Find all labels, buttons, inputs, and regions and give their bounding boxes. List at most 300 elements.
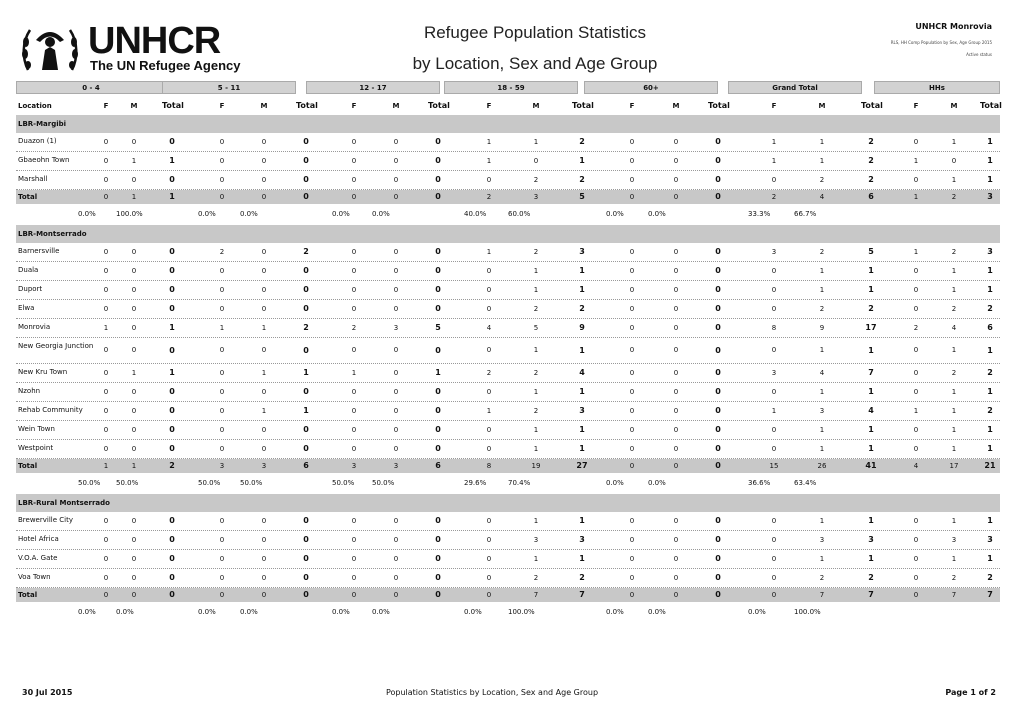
- cell-value: 0: [715, 285, 721, 294]
- cell-value: 2: [987, 573, 993, 582]
- location-name: Brewerville City: [18, 516, 73, 524]
- cell-value: 17: [865, 323, 877, 332]
- percentage-value: 50.0%: [332, 479, 355, 487]
- cell-value: 2: [819, 574, 825, 582]
- percentage-value: 0.0%: [606, 479, 624, 487]
- cell-value: 0: [393, 176, 399, 184]
- cell-value: 1: [987, 156, 993, 165]
- cell-value: 0: [435, 137, 441, 146]
- cell-value: 0: [393, 388, 399, 396]
- cell-value: 0: [533, 157, 539, 165]
- cell-value: 2: [868, 304, 874, 313]
- cell-value: 0: [261, 517, 267, 525]
- percentage-value: 0.0%: [78, 608, 96, 616]
- cell-value: 1: [987, 137, 993, 146]
- cell-value: 0: [261, 346, 267, 354]
- cell-value: 1: [351, 369, 357, 377]
- cell-value: 0: [219, 267, 225, 275]
- cell-value: 2: [579, 304, 585, 313]
- cell-value: 0: [219, 176, 225, 184]
- section-header: [16, 115, 1000, 133]
- cell-value: 0: [261, 176, 267, 184]
- cell-value: 1: [261, 407, 267, 415]
- location-name: Duazon (1): [18, 137, 57, 145]
- col-header: F: [351, 102, 357, 110]
- cell-value: 0: [261, 536, 267, 544]
- cell-value: 2: [951, 248, 957, 256]
- total-value: 0: [435, 192, 441, 201]
- cell-value: 2: [819, 305, 825, 313]
- cell-value: 0: [103, 445, 109, 453]
- cell-value: 0: [393, 267, 399, 275]
- cell-value: 0: [715, 304, 721, 313]
- cell-value: 8: [771, 324, 777, 332]
- cell-value: 0: [629, 445, 635, 453]
- cell-value: 0: [351, 407, 357, 415]
- total-value: 1: [131, 193, 137, 201]
- cell-value: 2: [303, 247, 309, 256]
- cell-value: 0: [435, 516, 441, 525]
- cell-value: 2: [819, 248, 825, 256]
- cell-value: 0: [303, 516, 309, 525]
- cell-value: 1: [951, 517, 957, 525]
- cell-value: 0: [103, 305, 109, 313]
- cell-value: 0: [629, 267, 635, 275]
- cell-value: 0: [103, 407, 109, 415]
- total-value: 0: [103, 591, 109, 599]
- cell-value: 5: [533, 324, 539, 332]
- cell-value: 0: [351, 426, 357, 434]
- cell-value: 0: [673, 445, 679, 453]
- total-value: 5: [579, 192, 585, 201]
- cell-value: 1: [486, 407, 492, 415]
- percentage-value: 50.0%: [116, 479, 139, 487]
- cell-value: 0: [435, 285, 441, 294]
- col-header: F: [103, 102, 109, 110]
- cell-value: 1: [533, 426, 539, 434]
- total-value: 0: [715, 590, 721, 599]
- cell-value: 0: [131, 346, 137, 354]
- cell-value: 0: [351, 305, 357, 313]
- cell-value: 1: [987, 346, 993, 355]
- cell-value: 0: [219, 445, 225, 453]
- section-total-row: [16, 588, 1000, 602]
- cell-value: 0: [673, 324, 679, 332]
- col-header: Total: [572, 101, 594, 110]
- cell-value: 2: [913, 324, 919, 332]
- cell-value: 0: [103, 286, 109, 294]
- cell-value: 0: [673, 369, 679, 377]
- cell-value: 0: [715, 247, 721, 256]
- percentage-value: 50.0%: [78, 479, 101, 487]
- cell-value: 0: [219, 138, 225, 146]
- cell-value: 0: [771, 267, 777, 275]
- percentage-value: 33.3%: [748, 210, 771, 218]
- cell-value: 0: [913, 267, 919, 275]
- total-value: 41: [865, 461, 877, 470]
- logo-wordmark: UNHCR: [88, 20, 221, 62]
- cell-value: 2: [868, 156, 874, 165]
- cell-value: 0: [771, 536, 777, 544]
- total-value: 3: [261, 462, 267, 470]
- age-group-header: [16, 81, 1000, 95]
- total-value: 0: [673, 193, 679, 201]
- total-value: 0: [303, 590, 309, 599]
- cell-value: 0: [673, 536, 679, 544]
- cell-value: 1: [819, 157, 825, 165]
- col-header-location: Location: [18, 102, 52, 110]
- cell-value: 1: [819, 388, 825, 396]
- cell-value: 0: [673, 176, 679, 184]
- cell-value: 1: [579, 554, 585, 563]
- percentage-value: 66.7%: [794, 210, 817, 218]
- table-row: [16, 152, 1000, 171]
- cell-value: 0: [131, 138, 137, 146]
- location-name: Duala: [18, 266, 39, 274]
- cell-value: 2: [533, 176, 539, 184]
- percentage-value: 70.4%: [508, 479, 531, 487]
- cell-value: 2: [951, 574, 957, 582]
- cell-value: 0: [913, 176, 919, 184]
- cell-value: 0: [715, 535, 721, 544]
- total-value: 7: [819, 591, 825, 599]
- cell-value: 0: [261, 248, 267, 256]
- total-value: 1: [913, 193, 919, 201]
- cell-value: 5: [435, 323, 441, 332]
- cell-value: 0: [393, 517, 399, 525]
- cell-value: 0: [303, 156, 309, 165]
- cell-value: 1: [987, 425, 993, 434]
- cell-value: 1: [987, 444, 993, 453]
- cell-value: 1: [951, 286, 957, 294]
- cell-value: 0: [131, 445, 137, 453]
- percentage-value: 0.0%: [606, 210, 624, 218]
- cell-value: 1: [868, 346, 874, 355]
- cell-value: 0: [393, 157, 399, 165]
- total-value: 7: [579, 590, 585, 599]
- cell-value: 4: [868, 406, 874, 415]
- footer-title: Population Statistics by Location, Sex and Age Group: [385, 688, 599, 697]
- cell-value: 1: [819, 517, 825, 525]
- cell-value: 0: [486, 517, 492, 525]
- table-row: [16, 300, 1000, 319]
- percentage-value: 0.0%: [606, 608, 624, 616]
- location-name: Hotel Africa: [18, 535, 59, 543]
- cell-value: 1: [987, 554, 993, 563]
- cell-value: 0: [629, 536, 635, 544]
- cell-value: 0: [131, 574, 137, 582]
- cell-value: 0: [303, 425, 309, 434]
- cell-value: 0: [913, 536, 919, 544]
- cell-value: 2: [579, 573, 585, 582]
- col-header: Total: [861, 101, 883, 110]
- total-value: 0: [103, 193, 109, 201]
- cell-value: 3: [987, 535, 993, 544]
- cell-value: 0: [913, 445, 919, 453]
- cell-value: 1: [868, 444, 874, 453]
- total-value: 3: [351, 462, 357, 470]
- cell-value: 0: [131, 305, 137, 313]
- cell-value: 0: [435, 156, 441, 165]
- table-row: [16, 338, 1000, 364]
- cell-value: 0: [219, 426, 225, 434]
- age-group-0: 0 - 4: [16, 81, 166, 94]
- cell-value: 1: [579, 387, 585, 396]
- cell-value: 1: [486, 157, 492, 165]
- section-header: [16, 225, 1000, 243]
- cell-value: 0: [169, 387, 175, 396]
- cell-value: 0: [169, 444, 175, 453]
- cell-value: 0: [131, 407, 137, 415]
- cell-value: 9: [579, 323, 585, 332]
- cell-value: 0: [629, 176, 635, 184]
- total-value: 4: [819, 193, 825, 201]
- page-number: Page 1 of 2: [945, 688, 996, 697]
- cell-value: 0: [435, 387, 441, 396]
- percentage-value: 40.0%: [464, 210, 487, 218]
- cell-value: 0: [393, 407, 399, 415]
- total-value: 0: [771, 591, 777, 599]
- col-header: M: [532, 102, 540, 110]
- cell-value: 0: [393, 286, 399, 294]
- cell-value: 0: [771, 176, 777, 184]
- cell-value: 0: [169, 266, 175, 275]
- cell-value: 2: [868, 175, 874, 184]
- footer-date: 30 Jul 2015: [22, 688, 73, 697]
- cell-value: 1: [913, 157, 919, 165]
- cell-value: 1: [951, 176, 957, 184]
- cell-value: 0: [351, 555, 357, 563]
- percentage-value: 0.0%: [648, 479, 666, 487]
- percentage-value: 0.0%: [198, 210, 216, 218]
- cell-value: 0: [629, 324, 635, 332]
- table-row: [16, 243, 1000, 262]
- percentage-value: 100.0%: [508, 608, 535, 616]
- total-value: 19: [531, 462, 541, 470]
- cell-value: 1: [868, 554, 874, 563]
- col-header: F: [629, 102, 635, 110]
- cell-value: 0: [715, 406, 721, 415]
- cell-value: 1: [987, 285, 993, 294]
- cell-value: 0: [261, 426, 267, 434]
- cell-value: 1: [951, 346, 957, 354]
- cell-value: 1: [951, 407, 957, 415]
- location-name: Nzohn: [18, 387, 41, 395]
- cell-value: 0: [951, 157, 957, 165]
- cell-value: 1: [533, 517, 539, 525]
- cell-value: 0: [131, 555, 137, 563]
- cell-value: 3: [819, 536, 825, 544]
- cell-value: 2: [579, 137, 585, 146]
- col-header: M: [950, 102, 958, 110]
- cell-value: 1: [435, 368, 441, 377]
- cell-value: 0: [351, 267, 357, 275]
- cell-value: 0: [715, 425, 721, 434]
- cell-value: 0: [771, 286, 777, 294]
- cell-value: 0: [393, 426, 399, 434]
- cell-value: 0: [261, 388, 267, 396]
- total-value: 7: [533, 591, 539, 599]
- cell-value: 0: [486, 555, 492, 563]
- cell-value: 0: [486, 536, 492, 544]
- cell-value: 1: [131, 157, 137, 165]
- cell-value: 0: [103, 426, 109, 434]
- total-value: 0: [131, 591, 137, 599]
- cell-value: 0: [673, 138, 679, 146]
- total-value: 0: [673, 462, 679, 470]
- total-value: 0: [715, 461, 721, 470]
- cell-value: 0: [351, 517, 357, 525]
- location-name: Elwa: [18, 304, 35, 312]
- total-value: 0: [673, 591, 679, 599]
- total-label: Total: [18, 462, 38, 470]
- cell-value: 1: [951, 426, 957, 434]
- cell-value: 0: [629, 369, 635, 377]
- total-value: 0: [629, 193, 635, 201]
- total-value: 0: [351, 591, 357, 599]
- cell-value: 0: [435, 346, 441, 355]
- table-row: [16, 550, 1000, 569]
- cell-value: 1: [951, 267, 957, 275]
- cell-value: 0: [303, 444, 309, 453]
- cell-value: 1: [169, 323, 175, 332]
- cell-value: 0: [715, 266, 721, 275]
- cell-value: 1: [533, 445, 539, 453]
- cell-value: 0: [673, 267, 679, 275]
- cell-value: 0: [103, 517, 109, 525]
- total-value: 3: [393, 462, 399, 470]
- cell-value: 2: [351, 324, 357, 332]
- cell-value: 0: [629, 138, 635, 146]
- cell-value: 0: [131, 388, 137, 396]
- cell-value: 0: [351, 176, 357, 184]
- cell-value: 0: [303, 535, 309, 544]
- cell-value: 1: [169, 368, 175, 377]
- cell-value: 0: [771, 426, 777, 434]
- cell-value: 1: [868, 516, 874, 525]
- cell-value: 1: [261, 369, 267, 377]
- cell-value: 1: [771, 157, 777, 165]
- cell-value: 1: [533, 388, 539, 396]
- cell-value: 0: [103, 176, 109, 184]
- cell-value: 1: [771, 407, 777, 415]
- cell-value: 0: [219, 305, 225, 313]
- cell-value: 1: [579, 156, 585, 165]
- location-name: New Georgia Junction: [18, 342, 94, 350]
- cell-value: 0: [131, 248, 137, 256]
- cell-value: 0: [486, 346, 492, 354]
- cell-value: 0: [629, 346, 635, 354]
- total-value: 7: [868, 590, 874, 599]
- cell-value: 0: [715, 137, 721, 146]
- total-value: 1: [103, 462, 109, 470]
- percentage-value: 50.0%: [372, 479, 395, 487]
- cell-value: 0: [673, 305, 679, 313]
- cell-value: 0: [486, 305, 492, 313]
- cell-value: 1: [579, 285, 585, 294]
- cell-value: 0: [486, 286, 492, 294]
- column-header-row: [16, 98, 1000, 114]
- cell-value: 0: [103, 248, 109, 256]
- total-value: 2: [169, 461, 175, 470]
- cell-value: 0: [715, 516, 721, 525]
- percentage-value: 0.0%: [648, 210, 666, 218]
- total-value: 1: [169, 192, 175, 201]
- cell-value: 0: [169, 346, 175, 355]
- cell-value: 0: [131, 536, 137, 544]
- cell-value: 0: [771, 517, 777, 525]
- section-name: LBR-Montserrado: [18, 230, 87, 238]
- report-status-line: Active status: [966, 52, 992, 57]
- unhcr-logo: [18, 20, 248, 80]
- col-header: M: [672, 102, 680, 110]
- total-value: 17: [949, 462, 959, 470]
- total-value: 0: [351, 193, 357, 201]
- unhcr-emblem-icon: [18, 20, 82, 74]
- percentage-value: 0.0%: [78, 210, 96, 218]
- cell-value: 0: [673, 286, 679, 294]
- cell-value: 0: [715, 175, 721, 184]
- total-value: 2: [486, 193, 492, 201]
- cell-value: 1: [579, 425, 585, 434]
- table-row: [16, 171, 1000, 190]
- cell-value: 1: [868, 285, 874, 294]
- cell-value: 0: [435, 535, 441, 544]
- percentage-value: 0.0%: [332, 210, 350, 218]
- col-header: M: [130, 102, 138, 110]
- cell-value: 0: [771, 305, 777, 313]
- report-subtitle: by Location, Sex and Age Group: [412, 54, 658, 73]
- cell-value: 1: [913, 248, 919, 256]
- cell-value: 1: [771, 138, 777, 146]
- cell-value: 0: [435, 247, 441, 256]
- cell-value: 0: [486, 426, 492, 434]
- cell-value: 0: [351, 248, 357, 256]
- cell-value: 1: [533, 267, 539, 275]
- cell-value: 0: [629, 574, 635, 582]
- cell-value: 0: [351, 445, 357, 453]
- cell-value: 3: [868, 535, 874, 544]
- cell-value: 0: [435, 175, 441, 184]
- cell-value: 0: [393, 346, 399, 354]
- cell-value: 0: [169, 137, 175, 146]
- col-header: M: [260, 102, 268, 110]
- cell-value: 0: [715, 387, 721, 396]
- cell-value: 1: [819, 426, 825, 434]
- cell-value: 0: [169, 516, 175, 525]
- table-row: [16, 281, 1000, 300]
- table-row: [16, 421, 1000, 440]
- cell-value: 0: [303, 387, 309, 396]
- cell-value: 1: [533, 346, 539, 354]
- cell-value: 0: [103, 157, 109, 165]
- location-name: V.O.A. Gate: [18, 554, 58, 562]
- col-header: M: [818, 102, 826, 110]
- cell-value: 1: [579, 266, 585, 275]
- cell-value: 0: [629, 388, 635, 396]
- percentage-value: 0.0%: [332, 608, 350, 616]
- cell-value: 6: [987, 323, 993, 332]
- cell-value: 0: [913, 305, 919, 313]
- cell-value: 1: [819, 286, 825, 294]
- cell-value: 0: [169, 406, 175, 415]
- cell-value: 1: [579, 346, 585, 355]
- cell-value: 0: [351, 138, 357, 146]
- section-total-row: [16, 459, 1000, 473]
- age-group-5: Grand Total: [728, 81, 862, 94]
- cell-value: 1: [987, 175, 993, 184]
- col-header: M: [392, 102, 400, 110]
